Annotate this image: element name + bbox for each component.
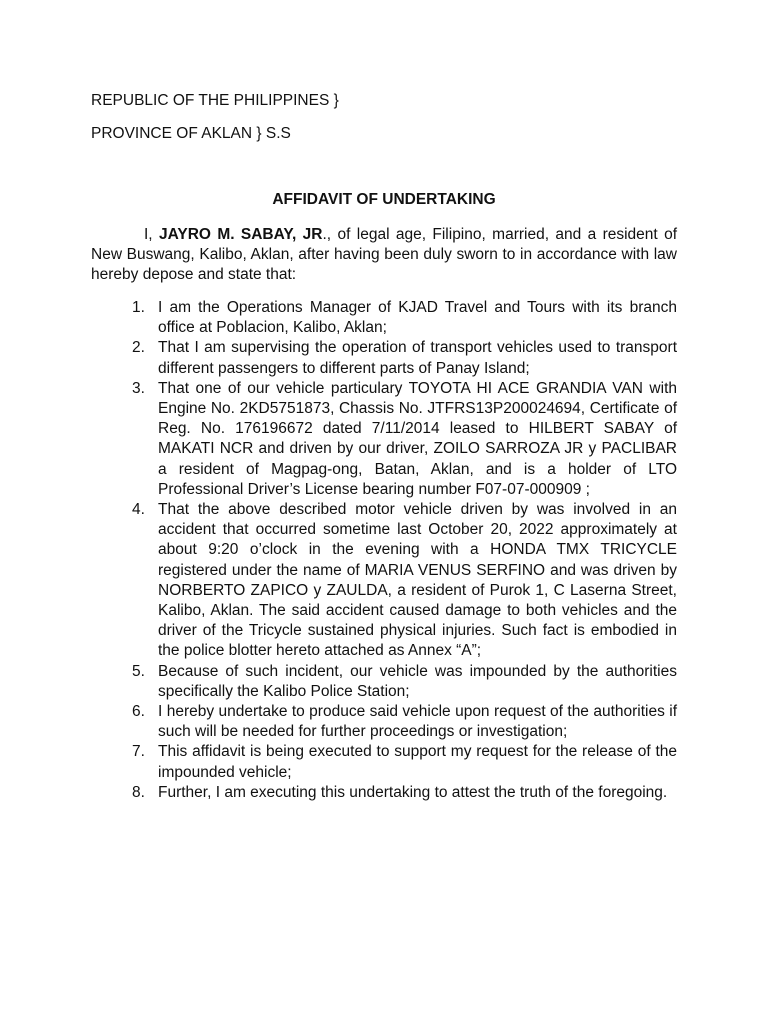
item-text: That the above described motor vehicle driven by was involved in an accident that occurred sometime last October 20, 2022 approximately at about 9:20 o’clock in the evening with a HONDA TMX TRICYCLE registered under the name of MARIA VENUS SERFINO and was driven by NORBERTO ZAPICO y ZAULDA, a resident of Purok 1, C Laserna Street, Kalibo, Aklan. The said accident caused damage to both vehicles and the driver of the Tricycle sustained physical injuries. Such fact is embodied in the police blotter hereto attached as Annex “A”; bbox=[158, 501, 677, 660]
list-item bbox=[132, 379, 677, 500]
intro-pre: I, bbox=[144, 226, 159, 243]
list-item bbox=[132, 338, 677, 378]
item-number: 5. bbox=[132, 662, 145, 680]
affiant-name: JAYRO M. SABAY, JR bbox=[158, 226, 323, 243]
item-number: 3. bbox=[132, 379, 145, 397]
item-number: 8. bbox=[132, 783, 145, 801]
list-item bbox=[132, 702, 677, 742]
list-item bbox=[132, 742, 677, 782]
intro-post: ., of legal age, Filipino, married, and a resident of New Buswang, Kalibo, Aklan, after having been duly sworn to in accordance with law hereby depose and state that: bbox=[91, 226, 677, 284]
list-item bbox=[132, 662, 677, 702]
header-province: PROVINCE OF AKLAN } S.S bbox=[91, 125, 291, 142]
list-item bbox=[132, 298, 677, 338]
item-text: That one of our vehicle particulary TOYOTA HI ACE GRANDIA VAN with Engine No. 2KD5751873, Chassis No. JTFRS13P200024694, Certificate of Reg. No. 176196672 dated 7/11/2014 leased to HILBERT SABAY of MAKATI NCR and driven by our driver, ZOILO SARROZA JR y PACLIBAR a resident of Magpag-ong, Batan, Aklan, and is a holder of LTO Professional Driver’s License bearing number F07-07-000909 ; bbox=[158, 379, 677, 498]
item-number: 2. bbox=[132, 339, 145, 357]
list-item bbox=[132, 783, 677, 803]
item-number: 6. bbox=[132, 703, 145, 721]
item-text: Because of such incident, our vehicle was impounded by the authorities specifically the Kalibo Police Station; bbox=[158, 662, 677, 700]
item-text: This affidavit is being executed to support my request for the release of the impounded vehicle; bbox=[158, 743, 677, 781]
item-number: 1. bbox=[132, 299, 145, 316]
item-number: 4. bbox=[132, 501, 145, 519]
list-item bbox=[132, 500, 677, 662]
item-text: I hereby undertake to produce said vehicle upon request of the authorities if such will be needed for further proceedings or investigation; bbox=[158, 703, 677, 741]
item-number: 7. bbox=[132, 743, 145, 761]
item-text: Further, I am executing this undertaking to attest the truth of the foregoing. bbox=[158, 783, 668, 801]
item-text: That I am supervising the operation of transport vehicles used to transport different passengers to different parts of Panay Island; bbox=[158, 339, 677, 377]
header-republic: REPUBLIC OF THE PHILIPPINES } bbox=[91, 92, 339, 109]
intro-paragraph bbox=[91, 225, 677, 286]
statement-list bbox=[132, 298, 677, 803]
item-text: I am the Operations Manager of KJAD Travel and Tours with its branch office at Poblacion, Kalibo, Aklan; bbox=[158, 299, 677, 337]
document-title: AFFIDAVIT OF UNDERTAKING bbox=[272, 191, 496, 208]
